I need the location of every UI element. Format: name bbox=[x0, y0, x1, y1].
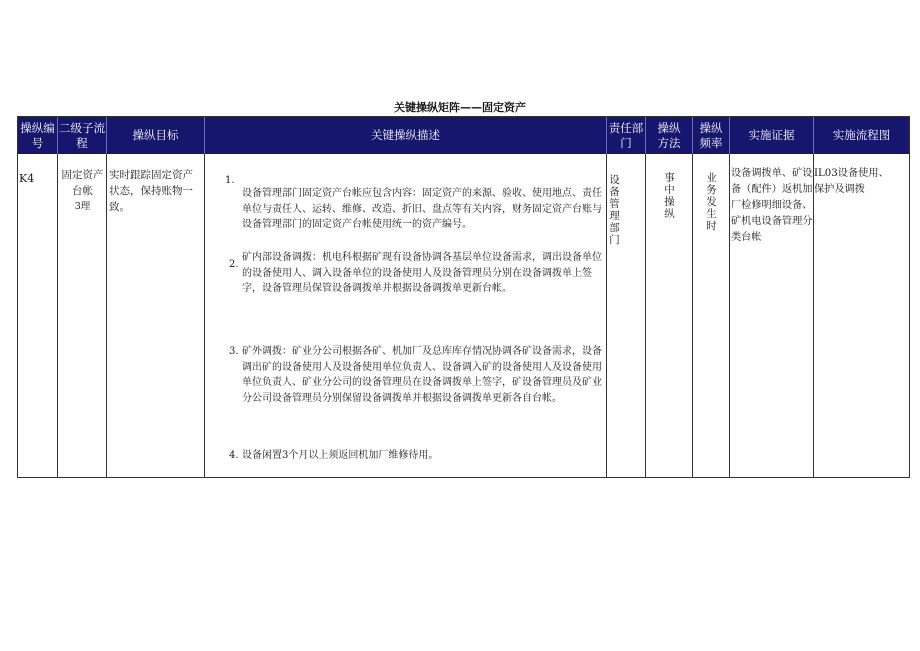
cell-evidence: 设备调拨单、矿设备（配件）返机加厂检修明细设备、矿机电设备管理分类台帐 bbox=[730, 154, 814, 477]
header-key-description: 关键操纵描述 bbox=[205, 117, 607, 154]
header-flowchart: 实施流程图 bbox=[814, 117, 909, 154]
cell-frequency: 业务发生时 bbox=[693, 154, 730, 477]
cell-method: 事中操纵 bbox=[646, 154, 693, 477]
cell-responsible: 设备管理部门 bbox=[607, 154, 646, 477]
cell-flowchart: IL03设备使用、保护及调拨 bbox=[814, 168, 889, 195]
control-matrix-table bbox=[17, 116, 910, 478]
cell-key-description: 1. 设备管理部门固定资产台帐应包含内容：固定资产的来源、验收、使用地点、责任单位与责任人、运转、维修、改造、折旧、盘点等有关内容，财务固定资产台账与设备管理部门的固定资产台帐使用统一的资产编号。 2. 矿内部设备调拨：机电科根据矿现有设备协调各基层单位设备需求，调出设备单位的设备使用人、调入设备单位的设备使用人及设备管理员分别在设备调拨单上签字，设备管理员保管设备调拨单并根据设备调拨单更新台帐。 3. 矿外调拨：矿业分公司根据各矿、机加厂及总库库存情况协调各矿设备需求，设备调出矿的设备使用人及设备使用单位负责人、设备调入矿的设备使用人及设备使用单位负责人、矿业分公司的设备管理员在设备调拨单上签字，矿设备管理员及矿业分公司设备管理员分别保留设备调拨单并根据设备调拨单更新各自台帐。 4. 设备闲置3个月以上须返回机加厂维修待用。 bbox=[205, 154, 607, 477]
header-control-id: 操纵编号 bbox=[18, 117, 58, 154]
header-subprocess: 二级子流程 bbox=[58, 117, 107, 154]
cell-control-id: K4 bbox=[18, 154, 58, 477]
page-title: 关键操纵矩阵——固定资产 bbox=[394, 101, 526, 114]
header-objective: 操纵目标 bbox=[107, 117, 205, 154]
header-responsible: 责任部门 bbox=[607, 117, 646, 154]
header-evidence: 实施证据 bbox=[730, 117, 814, 154]
cell-objective: 实时跟踪固定资产状态，保持账物一致。 bbox=[107, 154, 205, 477]
header-method: 操纵方法 bbox=[646, 117, 693, 154]
cell-subprocess: 固定资产 台帐 3理 bbox=[58, 154, 107, 477]
header-frequency: 操纵频率 bbox=[693, 117, 730, 154]
